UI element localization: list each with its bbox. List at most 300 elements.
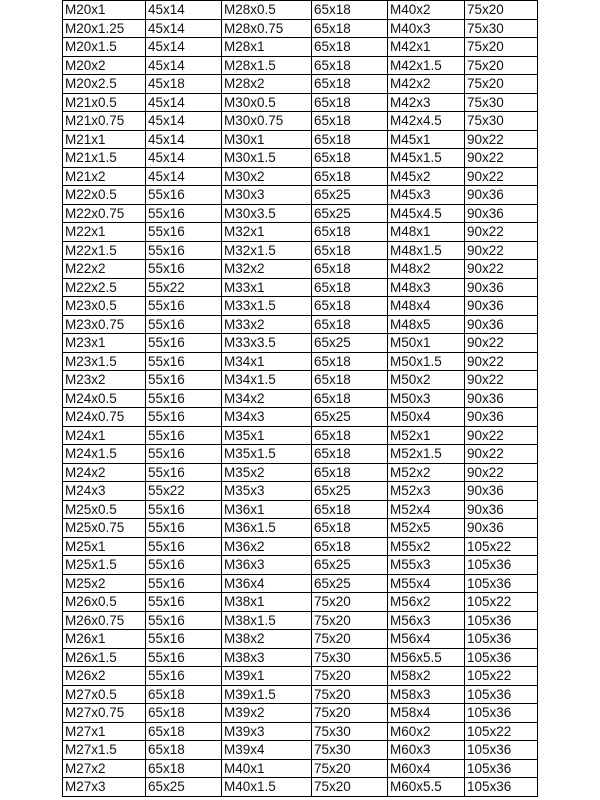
thread-size-cell: M26x0.5 bbox=[63, 593, 146, 612]
die-size-cell: 90x36 bbox=[465, 482, 538, 501]
die-size-cell: 90x22 bbox=[465, 223, 538, 242]
die-size-cell: 45x14 bbox=[146, 1, 222, 20]
thread-size-cell: M60x2 bbox=[388, 722, 465, 741]
die-size-cell: 55x16 bbox=[146, 611, 222, 630]
thread-size-cell: M48x3 bbox=[388, 278, 465, 297]
die-size-cell: 65x18 bbox=[312, 56, 388, 75]
die-size-cell: 55x16 bbox=[146, 186, 222, 205]
die-size-cell: 105x22 bbox=[465, 593, 538, 612]
die-size-cell: 75x20 bbox=[465, 1, 538, 20]
thread-size-cell: M21x2 bbox=[63, 167, 146, 186]
die-size-cell: 90x36 bbox=[465, 408, 538, 427]
die-size-cell: 45x14 bbox=[146, 130, 222, 149]
die-size-cell: 65x18 bbox=[146, 759, 222, 778]
thread-size-cell: M42x2 bbox=[388, 75, 465, 94]
table-row bbox=[63, 463, 538, 482]
die-size-cell: 65x18 bbox=[312, 500, 388, 519]
die-size-cell: 65x18 bbox=[146, 741, 222, 760]
thread-size-cell: M26x0.75 bbox=[63, 611, 146, 630]
die-size-cell: 105x36 bbox=[465, 704, 538, 723]
thread-size-cell: M21x0.75 bbox=[63, 112, 146, 131]
thread-size-cell: M20x2 bbox=[63, 56, 146, 75]
die-size-cell: 65x25 bbox=[312, 186, 388, 205]
thread-size-cell: M39x3 bbox=[222, 722, 312, 741]
thread-size-cell: M22x2 bbox=[63, 260, 146, 279]
die-size-cell: 65x18 bbox=[146, 722, 222, 741]
thread-size-cell: M28x1.5 bbox=[222, 56, 312, 75]
die-size-cell: 90x36 bbox=[465, 315, 538, 334]
die-size-cell: 55x16 bbox=[146, 463, 222, 482]
thread-size-cell: M48x2 bbox=[388, 260, 465, 279]
die-size-cell: 65x18 bbox=[146, 685, 222, 704]
thread-size-cell: M23x0.75 bbox=[63, 315, 146, 334]
die-size-cell: 55x16 bbox=[146, 519, 222, 538]
thread-size-cell: M28x1 bbox=[222, 38, 312, 57]
die-size-cell: 65x18 bbox=[312, 38, 388, 57]
thread-size-cell: M50x1 bbox=[388, 334, 465, 353]
thread-size-cell: M45x1 bbox=[388, 130, 465, 149]
die-size-cell: 75x20 bbox=[312, 759, 388, 778]
table-row bbox=[63, 759, 538, 778]
die-size-cell: 90x36 bbox=[465, 297, 538, 316]
die-size-cell: 75x20 bbox=[465, 56, 538, 75]
thread-size-cell: M42x4.5 bbox=[388, 112, 465, 131]
die-size-cell: 65x18 bbox=[312, 112, 388, 131]
thread-size-cell: M28x2 bbox=[222, 75, 312, 94]
table-row bbox=[63, 56, 538, 75]
die-size-cell: 45x14 bbox=[146, 149, 222, 168]
table-row bbox=[63, 241, 538, 260]
table-row bbox=[63, 371, 538, 390]
thread-size-cell: M42x1 bbox=[388, 38, 465, 57]
table-row bbox=[63, 130, 538, 149]
die-size-cell: 105x36 bbox=[465, 778, 538, 797]
thread-size-cell: M20x1.25 bbox=[63, 19, 146, 38]
die-size-cell: 105x36 bbox=[465, 574, 538, 593]
die-size-cell: 65x18 bbox=[312, 445, 388, 464]
die-size-cell: 55x16 bbox=[146, 593, 222, 612]
thread-size-cell: M36x1 bbox=[222, 500, 312, 519]
die-size-cell: 65x25 bbox=[312, 204, 388, 223]
table-row bbox=[63, 593, 538, 612]
die-size-cell: 90x36 bbox=[465, 204, 538, 223]
table-row bbox=[63, 223, 538, 242]
thread-size-cell: M21x1 bbox=[63, 130, 146, 149]
thread-size-cell: M34x2 bbox=[222, 389, 312, 408]
thread-size-cell: M22x0.5 bbox=[63, 186, 146, 205]
thread-size-cell: M36x2 bbox=[222, 537, 312, 556]
die-size-cell: 90x36 bbox=[465, 278, 538, 297]
table-row bbox=[63, 685, 538, 704]
die-size-cell: 90x22 bbox=[465, 260, 538, 279]
thread-size-cell: M55x3 bbox=[388, 556, 465, 575]
thread-size-cell: M25x0.75 bbox=[63, 519, 146, 538]
thread-size-cell: M24x1.5 bbox=[63, 445, 146, 464]
die-size-cell: 55x16 bbox=[146, 667, 222, 686]
die-size-cell: 55x16 bbox=[146, 389, 222, 408]
die-size-cell: 65x18 bbox=[312, 463, 388, 482]
thread-size-cell: M58x2 bbox=[388, 667, 465, 686]
thread-size-cell: M56x4 bbox=[388, 630, 465, 649]
die-size-cell: 65x18 bbox=[312, 389, 388, 408]
thread-size-cell: M42x1.5 bbox=[388, 56, 465, 75]
thread-size-cell: M24x1 bbox=[63, 426, 146, 445]
table-row bbox=[63, 186, 538, 205]
die-size-cell: 75x30 bbox=[312, 741, 388, 760]
die-size-cell: 90x22 bbox=[465, 334, 538, 353]
table-row bbox=[63, 408, 538, 427]
thread-size-cell: M28x0.75 bbox=[222, 19, 312, 38]
thread-size-cell: M30x0.75 bbox=[222, 112, 312, 131]
thread-size-cell: M27x1.5 bbox=[63, 741, 146, 760]
die-size-cell: 55x16 bbox=[146, 297, 222, 316]
table-row bbox=[63, 482, 538, 501]
thread-size-cell: M38x2 bbox=[222, 630, 312, 649]
thread-size-cell: M22x1.5 bbox=[63, 241, 146, 260]
die-size-cell: 45x18 bbox=[146, 75, 222, 94]
die-size-cell: 65x18 bbox=[312, 19, 388, 38]
thread-size-cell: M20x2.5 bbox=[63, 75, 146, 94]
thread-size-cell: M24x0.5 bbox=[63, 389, 146, 408]
die-size-cell: 105x22 bbox=[465, 667, 538, 686]
table-row bbox=[63, 574, 538, 593]
thread-size-cell: M33x1.5 bbox=[222, 297, 312, 316]
table-row bbox=[63, 537, 538, 556]
die-size-cell: 65x18 bbox=[312, 130, 388, 149]
table-row bbox=[63, 741, 538, 760]
thread-size-cell: M21x0.5 bbox=[63, 93, 146, 112]
thread-size-cell: M60x4 bbox=[388, 759, 465, 778]
thread-size-cell: M36x4 bbox=[222, 574, 312, 593]
die-size-cell: 55x16 bbox=[146, 260, 222, 279]
die-size-cell: 45x14 bbox=[146, 38, 222, 57]
die-size-cell: 75x20 bbox=[312, 778, 388, 797]
table-row bbox=[63, 630, 538, 649]
thread-size-cell: M32x2 bbox=[222, 260, 312, 279]
thread-size-cell: M39x2 bbox=[222, 704, 312, 723]
thread-size-cell: M58x3 bbox=[388, 685, 465, 704]
thread-size-cell: M26x2 bbox=[63, 667, 146, 686]
thread-size-cell: M39x1.5 bbox=[222, 685, 312, 704]
thread-size-cell: M39x1 bbox=[222, 667, 312, 686]
die-size-cell: 105x22 bbox=[465, 537, 538, 556]
thread-size-cell: M35x1.5 bbox=[222, 445, 312, 464]
die-size-cell: 55x16 bbox=[146, 241, 222, 260]
die-size-cell: 75x30 bbox=[312, 648, 388, 667]
thread-size-cell: M33x3.5 bbox=[222, 334, 312, 353]
die-size-cell: 45x14 bbox=[146, 167, 222, 186]
thread-size-cell: M50x1.5 bbox=[388, 352, 465, 371]
die-size-cell: 55x16 bbox=[146, 352, 222, 371]
table-row bbox=[63, 260, 538, 279]
thread-size-cell: M20x1 bbox=[63, 1, 146, 20]
thread-size-cell: M56x3 bbox=[388, 611, 465, 630]
thread-size-cell: M42x3 bbox=[388, 93, 465, 112]
thread-size-cell: M25x1 bbox=[63, 537, 146, 556]
die-size-cell: 55x16 bbox=[146, 445, 222, 464]
table-row bbox=[63, 519, 538, 538]
thread-size-cell: M32x1.5 bbox=[222, 241, 312, 260]
thread-size-cell: M38x3 bbox=[222, 648, 312, 667]
die-size-cell: 65x18 bbox=[312, 352, 388, 371]
thread-size-cell: M52x1 bbox=[388, 426, 465, 445]
thread-size-cell: M23x0.5 bbox=[63, 297, 146, 316]
thread-size-cell: M32x1 bbox=[222, 223, 312, 242]
die-size-cell: 75x20 bbox=[312, 685, 388, 704]
die-size-cell: 65x18 bbox=[312, 297, 388, 316]
die-size-cell: 90x22 bbox=[465, 445, 538, 464]
thread-size-cell: M30x2 bbox=[222, 167, 312, 186]
thread-size-cell: M30x3.5 bbox=[222, 204, 312, 223]
table-row bbox=[63, 445, 538, 464]
table-row bbox=[63, 722, 538, 741]
die-size-cell: 90x22 bbox=[465, 426, 538, 445]
die-size-cell: 65x25 bbox=[312, 408, 388, 427]
thread-size-cell: M30x1 bbox=[222, 130, 312, 149]
thread-size-cell: M36x3 bbox=[222, 556, 312, 575]
die-size-cell: 55x16 bbox=[146, 630, 222, 649]
thread-size-cell: M52x1.5 bbox=[388, 445, 465, 464]
thread-size-cell: M26x1 bbox=[63, 630, 146, 649]
table-row bbox=[63, 352, 538, 371]
thread-size-cell: M34x3 bbox=[222, 408, 312, 427]
thread-size-cell: M27x3 bbox=[63, 778, 146, 797]
die-size-cell: 55x22 bbox=[146, 482, 222, 501]
die-size-cell: 90x36 bbox=[465, 519, 538, 538]
thread-size-cell: M25x1.5 bbox=[63, 556, 146, 575]
die-size-cell: 75x30 bbox=[465, 93, 538, 112]
die-size-cell: 65x18 bbox=[312, 1, 388, 20]
die-size-cell: 55x16 bbox=[146, 500, 222, 519]
table-row bbox=[63, 204, 538, 223]
die-size-cell: 65x18 bbox=[312, 75, 388, 94]
thread-size-cell: M50x3 bbox=[388, 389, 465, 408]
thread-size-cell: M27x0.5 bbox=[63, 685, 146, 704]
thread-size-cell: M40x3 bbox=[388, 19, 465, 38]
table-row bbox=[63, 278, 538, 297]
thread-size-cell: M23x1.5 bbox=[63, 352, 146, 371]
thread-size-cell: M30x1.5 bbox=[222, 149, 312, 168]
thread-size-cell: M56x5.5 bbox=[388, 648, 465, 667]
thread-size-cell: M25x0.5 bbox=[63, 500, 146, 519]
table-row bbox=[63, 556, 538, 575]
thread-size-cell: M33x1 bbox=[222, 278, 312, 297]
die-size-cell: 65x25 bbox=[312, 574, 388, 593]
die-size-cell: 45x14 bbox=[146, 56, 222, 75]
thread-size-cell: M52x5 bbox=[388, 519, 465, 538]
die-size-cell: 90x22 bbox=[465, 352, 538, 371]
die-size-cell: 75x20 bbox=[312, 593, 388, 612]
die-size-cell: 90x22 bbox=[465, 130, 538, 149]
table-row bbox=[63, 389, 538, 408]
die-size-cell: 55x16 bbox=[146, 334, 222, 353]
die-size-cell: 65x18 bbox=[312, 278, 388, 297]
table-row bbox=[63, 704, 538, 723]
thread-size-cell: M27x0.75 bbox=[63, 704, 146, 723]
die-size-cell: 105x36 bbox=[465, 741, 538, 760]
die-size-cell: 65x25 bbox=[312, 334, 388, 353]
die-size-cell: 105x22 bbox=[465, 722, 538, 741]
thread-size-cell: M30x3 bbox=[222, 186, 312, 205]
table-body bbox=[63, 1, 538, 797]
die-size-cell: 65x25 bbox=[312, 556, 388, 575]
thread-size-cell: M30x0.5 bbox=[222, 93, 312, 112]
die-size-cell: 75x30 bbox=[465, 19, 538, 38]
table-row bbox=[63, 334, 538, 353]
table-row bbox=[63, 112, 538, 131]
die-size-cell: 105x36 bbox=[465, 556, 538, 575]
thread-size-cell: M33x2 bbox=[222, 315, 312, 334]
thread-size-cell: M56x2 bbox=[388, 593, 465, 612]
die-size-cell: 105x36 bbox=[465, 759, 538, 778]
thread-size-cell: M20x1.5 bbox=[63, 38, 146, 57]
thread-size-cell: M50x4 bbox=[388, 408, 465, 427]
thread-size-cell: M34x1 bbox=[222, 352, 312, 371]
thread-size-cell: M58x4 bbox=[388, 704, 465, 723]
thread-size-cell: M23x1 bbox=[63, 334, 146, 353]
thread-size-cell: M38x1 bbox=[222, 593, 312, 612]
thread-size-cell: M25x2 bbox=[63, 574, 146, 593]
die-size-cell: 65x18 bbox=[312, 371, 388, 390]
thread-size-cell: M22x1 bbox=[63, 223, 146, 242]
thread-size-cell: M22x0.75 bbox=[63, 204, 146, 223]
die-size-cell: 75x20 bbox=[312, 667, 388, 686]
thread-size-cell: M24x0.75 bbox=[63, 408, 146, 427]
thread-size-cell: M50x2 bbox=[388, 371, 465, 390]
die-size-cell: 90x22 bbox=[465, 149, 538, 168]
die-size-cell: 75x20 bbox=[312, 611, 388, 630]
die-size-cell: 45x14 bbox=[146, 19, 222, 38]
die-size-cell: 65x18 bbox=[312, 149, 388, 168]
die-size-cell: 105x36 bbox=[465, 685, 538, 704]
thread-size-cell: M22x2.5 bbox=[63, 278, 146, 297]
die-size-cell: 65x18 bbox=[312, 426, 388, 445]
thread-size-cell: M45x4.5 bbox=[388, 204, 465, 223]
die-size-cell: 65x18 bbox=[146, 704, 222, 723]
die-size-cell: 90x22 bbox=[465, 371, 538, 390]
die-size-cell: 55x16 bbox=[146, 537, 222, 556]
die-size-cell: 65x18 bbox=[312, 167, 388, 186]
die-size-cell: 90x36 bbox=[465, 500, 538, 519]
table-row bbox=[63, 426, 538, 445]
die-size-cell: 65x18 bbox=[312, 537, 388, 556]
thread-size-cell: M26x1.5 bbox=[63, 648, 146, 667]
die-size-cell: 55x16 bbox=[146, 426, 222, 445]
thread-size-cell: M24x3 bbox=[63, 482, 146, 501]
table-row bbox=[63, 315, 538, 334]
thread-size-cell: M52x2 bbox=[388, 463, 465, 482]
table-row bbox=[63, 1, 538, 20]
thread-size-cell: M40x1.5 bbox=[222, 778, 312, 797]
die-size-cell: 65x18 bbox=[312, 93, 388, 112]
die-size-cell: 65x18 bbox=[312, 260, 388, 279]
die-size-cell: 55x16 bbox=[146, 408, 222, 427]
thread-size-cell: M40x2 bbox=[388, 1, 465, 20]
thread-size-cell: M36x1.5 bbox=[222, 519, 312, 538]
table-row bbox=[63, 611, 538, 630]
thread-size-cell: M27x1 bbox=[63, 722, 146, 741]
thread-size-cell: M39x4 bbox=[222, 741, 312, 760]
table-row bbox=[63, 167, 538, 186]
thread-size-cell: M48x4 bbox=[388, 297, 465, 316]
thread-size-cell: M21x1.5 bbox=[63, 149, 146, 168]
die-size-cell: 65x18 bbox=[312, 241, 388, 260]
die-size-cell: 75x20 bbox=[312, 704, 388, 723]
die-size-cell: 105x36 bbox=[465, 648, 538, 667]
table-row bbox=[63, 19, 538, 38]
die-size-cell: 55x16 bbox=[146, 371, 222, 390]
die-size-cell: 105x36 bbox=[465, 611, 538, 630]
die-size-cell: 75x30 bbox=[465, 112, 538, 131]
table-row bbox=[63, 648, 538, 667]
die-size-cell: 90x22 bbox=[465, 167, 538, 186]
die-size-cell: 105x36 bbox=[465, 630, 538, 649]
thread-size-cell: M48x1.5 bbox=[388, 241, 465, 260]
die-size-cell: 65x25 bbox=[146, 778, 222, 797]
thread-size-cell: M55x2 bbox=[388, 537, 465, 556]
thread-size-cell: M23x2 bbox=[63, 371, 146, 390]
die-size-cell: 65x18 bbox=[312, 519, 388, 538]
thread-size-cell: M60x3 bbox=[388, 741, 465, 760]
die-size-cell: 55x16 bbox=[146, 574, 222, 593]
thread-size-cell: M35x2 bbox=[222, 463, 312, 482]
table-row bbox=[63, 38, 538, 57]
die-size-cell: 55x16 bbox=[146, 315, 222, 334]
table-row bbox=[63, 93, 538, 112]
table-row bbox=[63, 778, 538, 797]
table-row bbox=[63, 149, 538, 168]
die-size-cell: 65x25 bbox=[312, 482, 388, 501]
die-size-cell: 45x14 bbox=[146, 93, 222, 112]
thread-size-cell: M27x2 bbox=[63, 759, 146, 778]
thread-size-cell: M45x2 bbox=[388, 167, 465, 186]
thread-size-cell: M55x4 bbox=[388, 574, 465, 593]
thread-size-cell: M52x4 bbox=[388, 500, 465, 519]
thread-size-cell: M48x5 bbox=[388, 315, 465, 334]
die-size-cell: 65x18 bbox=[312, 315, 388, 334]
die-size-cell: 90x22 bbox=[465, 463, 538, 482]
die-size-cell: 75x20 bbox=[465, 38, 538, 57]
die-size-cell: 55x16 bbox=[146, 648, 222, 667]
table-row bbox=[63, 75, 538, 94]
thread-size-cell: M52x3 bbox=[388, 482, 465, 501]
die-size-cell: 55x22 bbox=[146, 278, 222, 297]
die-size-cell: 75x20 bbox=[312, 630, 388, 649]
die-size-cell: 55x16 bbox=[146, 223, 222, 242]
die-size-cell: 55x16 bbox=[146, 556, 222, 575]
table-row bbox=[63, 667, 538, 686]
die-size-cell: 75x30 bbox=[312, 722, 388, 741]
die-size-cell: 90x36 bbox=[465, 186, 538, 205]
thread-size-cell: M24x2 bbox=[63, 463, 146, 482]
die-size-cell: 45x14 bbox=[146, 112, 222, 131]
thread-size-cell: M60x5.5 bbox=[388, 778, 465, 797]
thread-size-cell: M28x0.5 bbox=[222, 1, 312, 20]
thread-size-cell: M35x1 bbox=[222, 426, 312, 445]
die-size-cell: 55x16 bbox=[146, 204, 222, 223]
die-size-cell: 90x22 bbox=[465, 241, 538, 260]
die-size-cell: 90x36 bbox=[465, 389, 538, 408]
thread-size-cell: M48x1 bbox=[388, 223, 465, 242]
table-row bbox=[63, 297, 538, 316]
die-size-cell: 65x18 bbox=[312, 223, 388, 242]
table-row bbox=[63, 500, 538, 519]
die-size-cell: 75x20 bbox=[465, 75, 538, 94]
thread-size-cell: M34x1.5 bbox=[222, 371, 312, 390]
thread-size-cell: M45x3 bbox=[388, 186, 465, 205]
thread-size-cell: M45x1.5 bbox=[388, 149, 465, 168]
thread-size-cell: M35x3 bbox=[222, 482, 312, 501]
